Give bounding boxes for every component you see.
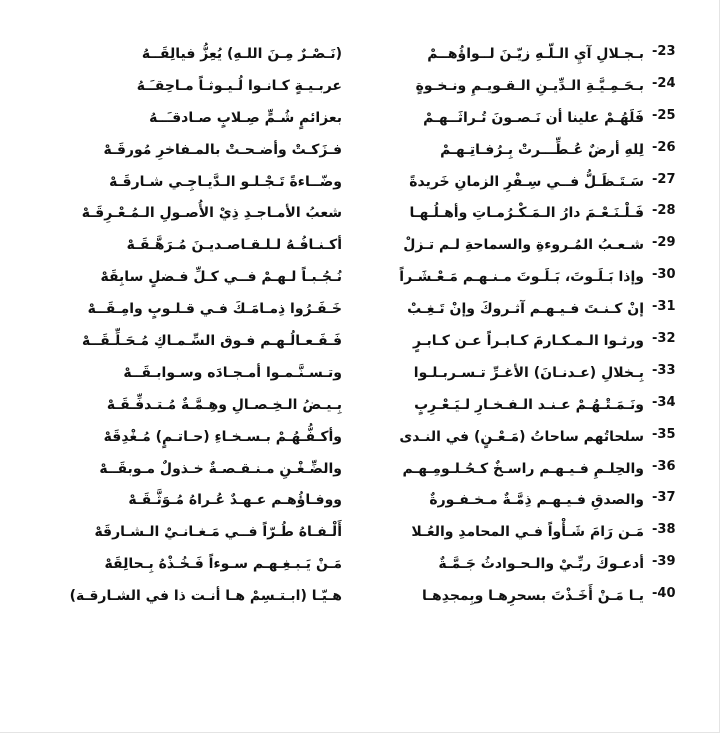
verse-first-hemistich: مَـن رَامَ شَـأْواً فـي المحامدِ والعُـلا xyxy=(411,524,644,541)
poem-verses xyxy=(22,40,692,614)
poem-verse xyxy=(22,136,692,168)
verse-first-hemistich: شـعـبُ المُـروءةِ والسماحةِ لـم تـزلْ xyxy=(403,237,644,254)
verse-number: -36 xyxy=(652,458,676,474)
verse-second-hemistich: خَـفَـرُوا ذِمـامَـكَ فـي قـلـوبٍ وامِـقَــهْ xyxy=(87,301,342,318)
verse-second-hemistich: عربـيـةٍ كـانـوا لُـيـوثـاً مـاحِقـَـهُ xyxy=(136,77,342,94)
verse-second-hemistich: والضِّـغْـنِ مـنـقـصـةٌ خـذولٌ مـوبقَــهْ xyxy=(99,460,342,477)
poem-verse xyxy=(22,231,692,263)
verse-second-hemistich: مَـنْ يَـبـغِـهـم سـوءاً فَـخُـذْهُ بِـحالِقَهْ xyxy=(104,556,342,573)
verse-second-hemistich: فـزَكـتْ وأضـحـتْ بالمـفاخرِ مُورقَـهْ xyxy=(103,141,342,158)
verse-number: -30 xyxy=(652,267,676,283)
verse-second-hemistich: فَـفَـعـالُـهـم فـوق السِّـمـاكِ مُـحَـلِّـقَــهْ xyxy=(82,333,342,350)
verse-number: -26 xyxy=(652,139,676,155)
poem-verse xyxy=(22,199,692,231)
poem-verse xyxy=(22,72,692,104)
verse-second-hemistich: أكـنـافُـهُ لـلـقـاصـديـنَ مُـرَهَّـقَـهْ xyxy=(126,237,342,254)
verse-second-hemistich: ووفـاؤُهـم عـهـدٌ عُـراهُ مُـوَثَّـقَـهْ xyxy=(128,492,342,509)
verse-number: -32 xyxy=(652,331,676,347)
verse-second-hemistich: هـيّـا (ابـتـسِمْ هـا أنـت ذا في الشـارقـة) xyxy=(69,588,342,605)
verse-number: -24 xyxy=(652,75,676,91)
verse-number: -29 xyxy=(652,235,676,251)
verse-number: -25 xyxy=(652,107,676,123)
verse-first-hemistich: سلحاتُهم ساحاتُ (مَـعْـنٍ) في النـدى xyxy=(399,428,644,445)
poem-verse xyxy=(22,391,692,423)
verse-first-hemistich: والصدقِ فـيـهـم ذِمَّـةٌ مـخـفـورةٌ xyxy=(429,492,644,509)
verse-number: -33 xyxy=(652,362,676,378)
poem-verse xyxy=(22,550,692,582)
poem-verse xyxy=(22,486,692,518)
verse-number: -37 xyxy=(652,490,676,506)
verse-first-hemistich: يـا مَـنْ أَخَـذْتَ بسحرِهـا وبِمجدِهـا xyxy=(422,588,644,605)
verse-first-hemistich: أدعـوكَ ربِّـيْ والـحـوادثُ جَـمَّـةٌ xyxy=(438,556,644,573)
verse-second-hemistich: وأكـفُّـهُـمْ بـسـخـاءِ (حـاتـمٍ) مُـغْدِقَهْ xyxy=(103,428,342,445)
poem-verse xyxy=(22,455,692,487)
poem-verse xyxy=(22,40,692,72)
poem-verse xyxy=(22,582,692,614)
verse-number: -38 xyxy=(652,522,676,538)
verse-first-hemistich: والحِلـمِ فـيـهـم راسـخٌ كـحُـلـومِـهـم xyxy=(402,460,644,477)
verse-first-hemistich: فَـلْـنَـعْـمَ دارُ الـمَـكْـرُمـاتِ وأهـلُـهـا xyxy=(409,205,644,222)
verse-second-hemistich: نُـجُـبـاً لـهـمْ فــي كـلِّ فـضلٍ سابِقَهْ xyxy=(100,269,342,286)
verse-first-hemistich: ورثـوا الـمـكـارمَ كـابـراً عـن كـابـرٍ xyxy=(412,333,644,350)
verse-number: -40 xyxy=(652,586,676,602)
verse-second-hemistich: وضّــاءةً تَـجْـلـو الـدَّيـاجِـي شـارقَـهْ xyxy=(109,173,342,190)
verse-first-hemistich: فَلَهُـمْ علينا أن نَـصـونَ تُـراثَــهـمْ xyxy=(423,109,644,126)
verse-first-hemistich: بـحَـمِـيَّـةِ الـدِّيـنِ الـقـويـمِ ونـخـوةٍ xyxy=(415,77,644,94)
poem-verse xyxy=(22,263,692,295)
verse-first-hemistich: إنْ كـنـتَ فـيـهـم آثـروكَ وإنْ تَـغِـبْ xyxy=(407,301,644,318)
verse-number: -23 xyxy=(652,44,676,59)
verse-second-hemistich: (نَـصْـرٌ مِـنَ اللـهِ) يُعِزُّ فيالِقَــهُ xyxy=(141,46,342,62)
verse-second-hemistich: وتـسـنَّـمـوا أمـجـادَه وسـوابـقَــهْ xyxy=(123,364,342,381)
poem-verse xyxy=(22,327,692,359)
verse-first-hemistich: لِلهِ أرضٌ عُـطِّـــرتْ بِـرُفـاتِـهـمْ xyxy=(440,141,644,158)
verse-first-hemistich: سَـتَـظَـلُّ فــي سِـفْرِ الزمانِ خَريدةً xyxy=(409,173,644,190)
verse-number: -28 xyxy=(652,203,676,219)
poem-verse xyxy=(22,168,692,200)
verse-number: -31 xyxy=(652,299,676,315)
verse-first-hemistich: بِـخلالِ (عـدنـانَ) الأغـرِّ تـسـربـلـوا xyxy=(413,364,644,381)
verse-first-hemistich: وإذا بَـلَـوتَ، بَـلَـوتَ مـنـهـم مَـعْـشَـراً xyxy=(399,269,644,286)
verse-second-hemistich: شعبُ الأمـاجـدِ ذِيْ الأُصـولِ الـمُـعْـرِقَـهْ xyxy=(81,205,342,222)
poem-verse xyxy=(22,104,692,136)
verse-number: -39 xyxy=(652,554,676,570)
verse-number: -35 xyxy=(652,426,676,442)
poem-verse xyxy=(22,423,692,455)
verse-second-hemistich: أَلْـفـاهُ طُـرّاً فــي مَـغـانـيْ الـشـارقَهْ xyxy=(94,524,342,541)
verse-first-hemistich: ونَـمَـتْـهُـمْ عـنـد الـفـخـارِ لـيَـعْـرِبٍ xyxy=(414,396,644,413)
verse-first-hemistich: بـجـلالِ آيِ الـلّـهِ زيّـنَ لــواؤُهــمْ xyxy=(427,46,644,62)
verse-second-hemistich: بِـيـضُ الـخِـصـالِ وهِـمَّـةٌ مُـتـدفِّـقَـهْ xyxy=(106,396,342,413)
poem-verse xyxy=(22,359,692,391)
verse-second-hemistich: بعزائمٍ شُـمٍّ صِـلابٍ صـادقـَــهُ xyxy=(149,109,342,126)
verse-number: -27 xyxy=(652,171,676,187)
poem-verse xyxy=(22,518,692,550)
verse-number: -34 xyxy=(652,394,676,410)
poem-verse xyxy=(22,295,692,327)
